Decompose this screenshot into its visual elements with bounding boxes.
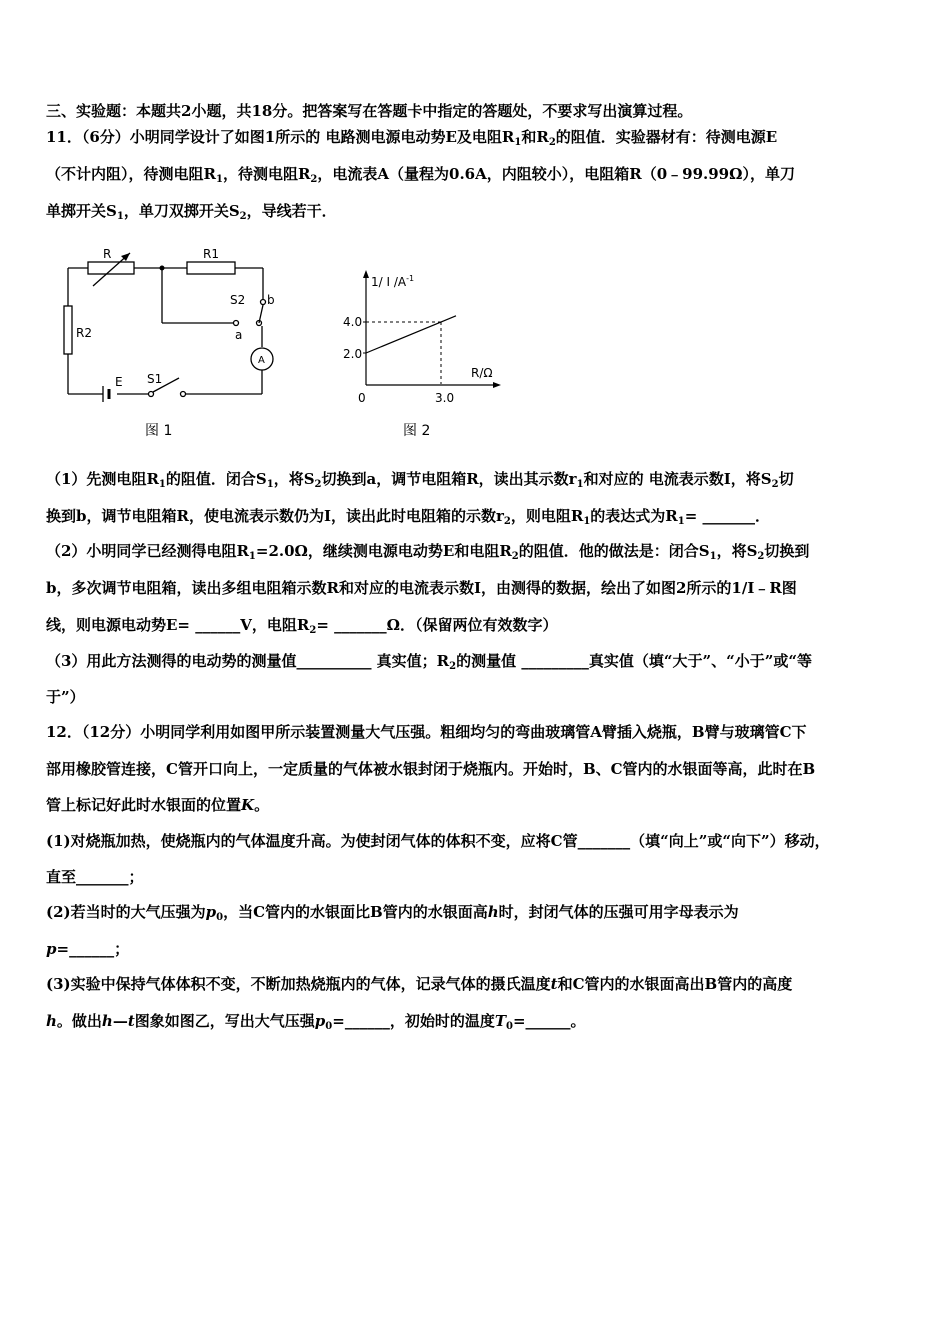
y-tick-label-2.0: 2.0 — [343, 347, 363, 361]
q11-part2-line-3: 线，则电源电动势E= ______V，电阻$R_2=$ _______Ω．（保留两位有效数字） — [46, 616, 558, 636]
q11-part3-line-2: 于”） — [46, 688, 85, 706]
q12-line-2: 部用橡胶管连接，C管开口向上，一定质量的气体被水银封闭于烧瓶内。开始时，B、C管内的水银面等高，此时在B — [46, 760, 816, 778]
q11-part2-line-1: （2）小明同学已经测得电阻$R_1=2.0\Omega$，继续测电源电动势E和电阻$R_2$的阻值．他的做法是：闭合$S_1$，将$S_2$切换到 — [46, 542, 810, 562]
figure-1-circuit — [55, 243, 290, 443]
label-S1: S1 — [147, 372, 163, 386]
x-axis-label: R/Ω — [471, 366, 493, 380]
q12-line-3: 管上标记好此时水银面的位置K。 — [46, 796, 270, 814]
origin-label: 0 — [358, 391, 366, 405]
q11-part3-line-1: （3）用此方法测得的电动势的测量值__________ 真实值；$R_2$的测量值 _________真实值（填“大于”、“小于”或“等 — [46, 652, 812, 672]
q11-line-3: 单掷开关$S_1$，单刀双掷开关$S_2$，导线若干． — [46, 202, 337, 222]
q12-part2-line-2: p=______； — [46, 940, 130, 958]
figure-1-caption: 图 1 — [145, 423, 173, 439]
q12-part3-line-1: (3)实验中保持气体体积不变，不断加热烧瓶内的气体，记录气体的摄氏温度t和C管内的水银面高出B管内的高度 — [46, 975, 793, 993]
label-R1: R1 — [203, 247, 219, 261]
ammeter-symbol: A — [258, 355, 265, 366]
q12-part2-line-1: (2)若当时的大气压强为$p_0$，当C管内的水银面比B管内的水银面高h时，封闭气体的压强可用字母表示为 — [46, 903, 739, 923]
y-axis-label: 1/ I $/A^{-1}$ — [371, 274, 415, 289]
label-R: R — [103, 247, 112, 261]
q11-part1-line-2: 换到b，调节电阻箱R，使电流表示数仍为I，读出此时电阻箱的示数$r_2$，则电阻$R_1$的表达式为$R_1=$ _______． — [46, 507, 771, 527]
q11-part1-line-1: （1）先测电阻$R_1$的阻值．闭合$S_1$，将$S_2$切换到a，调节电阻箱R，读出其示数$r_1$和对应的 电流表示数I，将$S_2$切 — [46, 470, 794, 490]
q11-part2-line-2: b，多次调节电阻箱，读出多组电阻箱示数R和对应的电流表示数I，由测得的数据，绘出了如图2所示的1/I﹣R图 — [46, 579, 797, 597]
label-R2: R2 — [76, 326, 92, 340]
q12-part1-line-2: 直至_______； — [46, 868, 144, 886]
section-header: 三、实验题：本题共2小题，共18分。把答案写在答题卡中指定的答题处，不要求写出演算过程。 — [46, 102, 693, 120]
x-tick-label-3.0: 3.0 — [435, 391, 455, 405]
data-line — [366, 316, 456, 353]
label-a: a — [235, 328, 243, 342]
label-E: E — [115, 375, 123, 389]
figure-2-caption: 图 2 — [403, 423, 431, 439]
y-tick-label-4.0: 4.0 — [343, 315, 363, 329]
label-b: b — [267, 293, 275, 307]
label-S2: S2 — [230, 293, 246, 307]
figure-2-graph — [335, 262, 510, 442]
q11-line-1: 11．（6分）小明同学设计了如图1所示的 电路测电源电动势E及电阻$R_1$和$R_2$的阻值．实验器材有：待测电源E — [46, 128, 778, 148]
q12-line-1: 12．（12分）小明同学利用如图甲所示装置测量大气压强。粗细均匀的弯曲玻璃管A臂插入烧瓶，B臂与玻璃管C下 — [46, 723, 807, 741]
q12-part3-line-2: h。做出h—t图象如图乙，写出大气压强$p_0=\_\_\_\_\_\_$，初始时的温度$T_0=\_\_\_\_\_\_$。 — [46, 1012, 586, 1032]
q12-part1-line-1: (1)对烧瓶加热，使烧瓶内的气体温度升高。为使封闭气体的体积不变，应将C管_______（填“向上”或“向下”）移动， — [46, 832, 830, 850]
q11-line-2: （不计内阻），待测电阻$R_1$，待测电阻$R_2$，电流表A（量程为0.6A，内阻较小），电阻箱R（0﹣99.99Ω），单刀 — [46, 165, 795, 185]
